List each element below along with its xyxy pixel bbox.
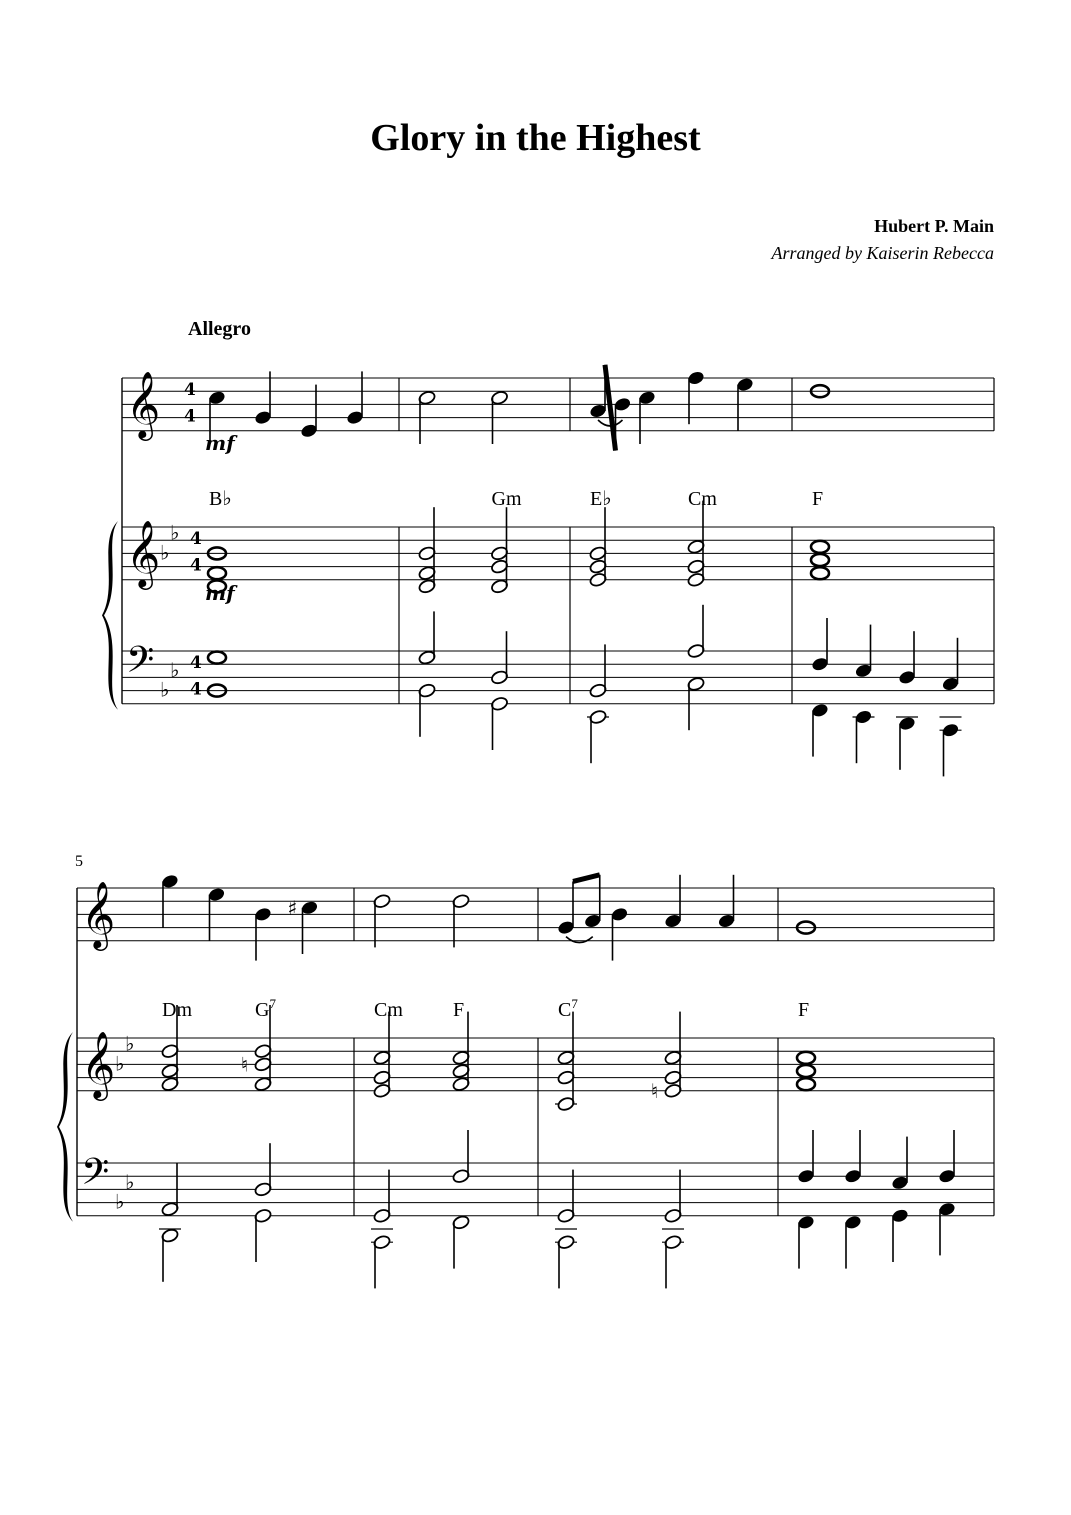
chord-symbol: Gm [491,488,522,510]
chord-superscript: 7 [269,996,276,1011]
measure-number: 5 [75,853,83,870]
chord-symbol: B♭ [209,488,232,510]
chord-symbol: $C^7$ [558,996,578,1021]
key-signature-flat: ♭ [160,677,170,702]
piano-right-hand-staff [122,527,994,580]
time-signature-top: 4 [190,653,202,674]
composer-credit: Hubert P. Main [874,216,994,236]
key-signature-flat: ♭ [125,1169,135,1194]
chord-symbol: Dm [162,999,192,1021]
chord-symbol: F [453,999,465,1021]
eighth-beam [573,875,600,882]
piano-left-hand-staff [122,651,994,704]
chord-symbol: Cm [374,999,403,1021]
whole-notehead [208,567,226,579]
treble-clef-icon: 𝄞 [126,370,161,438]
chord-symbol: $G^7$ [255,996,276,1021]
time-signature-bottom: 4 [190,555,202,576]
tempo-marking: Allegro [188,318,251,340]
treble-clef-icon: 𝄞 [126,519,161,587]
whole-notehead [811,567,829,579]
dynamic-marking-melody: mf [205,431,235,455]
whole-notehead [797,1052,815,1064]
chord-symbol: E♭ [590,488,612,510]
key-signature-flat: ♭ [115,1051,125,1076]
whole-notehead [811,541,829,553]
bass-clef-icon: 𝄢 [126,639,155,690]
time-signature-bottom: 4 [184,406,196,427]
whole-notehead [797,1078,815,1090]
time-signature-top: 4 [184,380,196,401]
natural-accidental: ♮ [241,1052,249,1077]
chord-symbol: Cm [688,488,717,510]
piano-brace [57,1032,73,1222]
key-signature-flat: ♭ [115,1189,125,1214]
key-signature-flat: ♭ [170,657,180,682]
arranger-credit: Arranged by Kaiserin Rebecca [771,243,994,263]
whole-notehead [811,554,829,566]
bass-clef-icon: 𝄢 [81,1151,110,1202]
whole-notehead [797,1065,815,1077]
piano-brace [102,521,118,710]
slur [566,937,593,943]
dynamic-marking-piano: mf [205,581,235,605]
melody-staff [122,378,994,431]
whole-notehead [208,652,226,664]
time-signature-top: 4 [190,529,202,550]
piano-right-hand-staff [77,1038,994,1091]
chord-symbol: F [798,999,810,1021]
chord-superscript: 7 [571,996,578,1011]
natural-accidental: ♮ [651,1078,659,1103]
song-title: Glory in the Highest [370,117,701,159]
key-signature-flat: ♭ [125,1031,135,1056]
treble-clef-icon: 𝄞 [81,1030,116,1098]
time-signature-bottom: 4 [190,679,202,700]
key-signature-flat: ♭ [170,520,180,545]
treble-clef-icon: 𝄞 [81,880,116,948]
key-signature-flat: ♭ [160,540,170,565]
chord-symbol: F [812,488,824,510]
sharp-accidental: ♯ [287,895,298,920]
